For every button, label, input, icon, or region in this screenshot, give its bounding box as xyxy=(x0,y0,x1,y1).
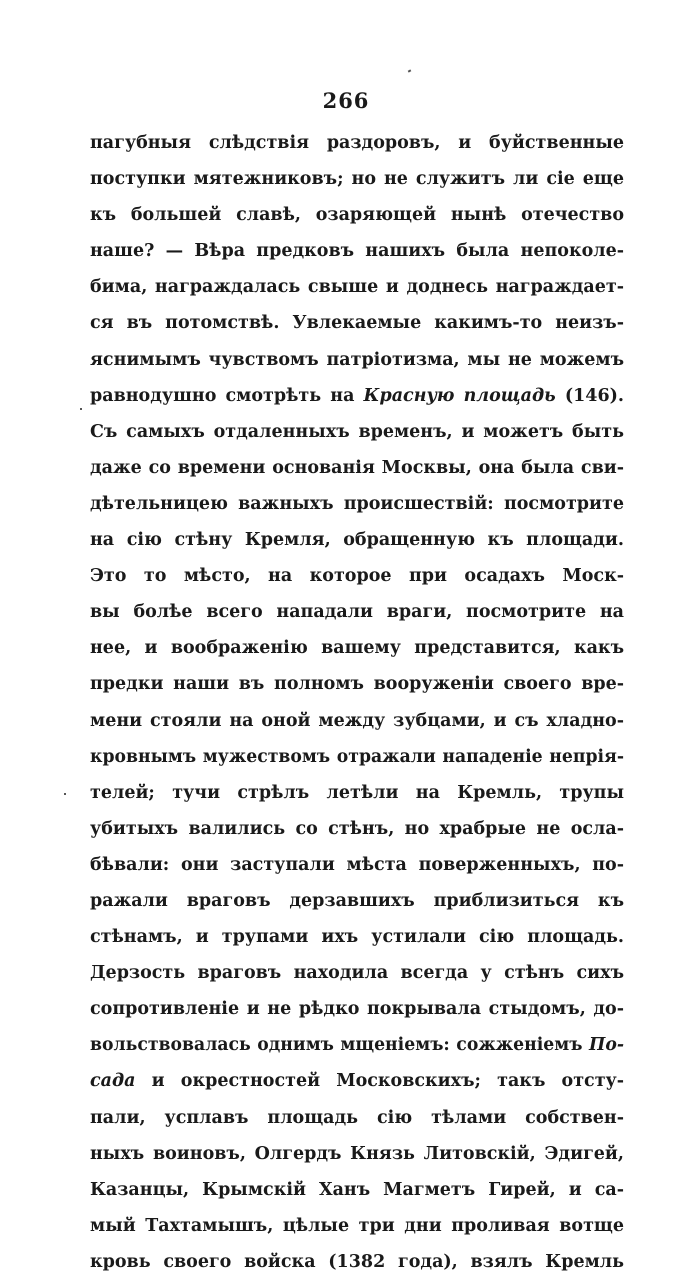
text-line: сопротивленіе и не рѣдко покрывала стыдомъ, до- xyxy=(90,999,624,1020)
text-segment: и окрестностей Московскихъ; такъ отсту- xyxy=(135,1071,624,1092)
text-line: стѣнамъ, и трупами ихъ устилали сію площадь. xyxy=(90,927,624,948)
text-line: нее, и воображенію вашему представится, какъ xyxy=(90,638,624,659)
text-line: Это то мѣсто, на которое при осадахъ Моск- xyxy=(90,566,624,587)
text-line: кровь своего войска (1382 года), взялъ Кремль xyxy=(90,1251,624,1272)
text-line: на сію стѣну Кремля, обращенную къ площади. xyxy=(90,530,624,551)
text-line: къ большей славѣ, озаряющей нынѣ отечество xyxy=(90,205,624,226)
italic-term: сада xyxy=(90,1071,136,1092)
text-line: ражали враговъ дерзавшихъ приблизиться къ xyxy=(90,890,624,911)
text-line: вы болѣе всего нападали враги, посмотрите на xyxy=(90,602,624,623)
text-line xyxy=(90,1063,624,1099)
text-line: кровнымъ мужествомъ отражали нападеніе непрія- xyxy=(90,746,624,767)
text-segment: (146). xyxy=(555,385,624,406)
margin-speck xyxy=(408,69,412,72)
margin-speck xyxy=(64,793,66,795)
margin-speck xyxy=(80,408,82,410)
text-line: Казанцы, Крымскій Ханъ Магметъ Гирей, и са- xyxy=(90,1179,624,1200)
text-line: ныхъ воиновъ, Олгердъ Князь Литовскій, Эдигей, xyxy=(90,1143,624,1164)
text-segment: равнодушно смотрѣть на xyxy=(90,385,364,406)
text-line: пагубныя слѣдствія раздоровъ, и буйственные xyxy=(90,133,624,153)
text-line: Дерзость враговъ находила всегда у стѣнъ сихъ xyxy=(90,963,624,984)
text-line xyxy=(90,378,624,414)
text-line xyxy=(90,1027,624,1063)
text-line: поступки мятежниковъ; но не служитъ ли сіе еще xyxy=(90,169,624,190)
italic-term: По- xyxy=(589,1035,624,1056)
text-line: мени стояли на оной между зубцами, и съ хладно- xyxy=(90,710,624,731)
text-line: дѣтельницею важныхъ происшествій: посмотрите xyxy=(90,493,624,514)
body-text xyxy=(90,125,624,1280)
text-line: пали, усплавъ площадь сію тѣлами собствен- xyxy=(90,1107,624,1128)
text-line: Съ самыхъ отдаленныхъ временъ, и можетъ быть xyxy=(90,421,624,442)
text-line: яснимымъ чувствомъ патріотизма, мы не можемъ xyxy=(90,349,624,370)
text-line: наше? — Вѣра предковъ нашихъ была непоколе- xyxy=(90,241,624,262)
text-line: бѣвали: они заступали мѣста поверженныхъ, по- xyxy=(90,854,624,875)
text-line: убитыхъ валились со стѣнъ, но храбрые не осла- xyxy=(90,818,624,839)
text-line: телей; тучи стрѣлъ летѣли на Кремль, трупы xyxy=(90,782,624,803)
text-line: предки наши въ полномъ вооруженіи своего вре- xyxy=(90,674,624,695)
text-line: ся въ потомствѣ. Увлекаемые какимъ-то неизъ- xyxy=(90,313,624,334)
page-number: 266 xyxy=(322,88,370,113)
text-line: мый Тахтамышъ, цѣлые три дни проливая вотще xyxy=(90,1215,624,1236)
text-line: даже со времени основанія Москвы, она была сви- xyxy=(90,457,624,478)
text-segment: вольствовалась однимъ мщеніемъ: сожженіемъ xyxy=(90,1035,590,1056)
italic-term: Красную площадь xyxy=(363,385,556,406)
text-line: бима, награждалась свыше и доднесь награждает- xyxy=(90,277,624,298)
